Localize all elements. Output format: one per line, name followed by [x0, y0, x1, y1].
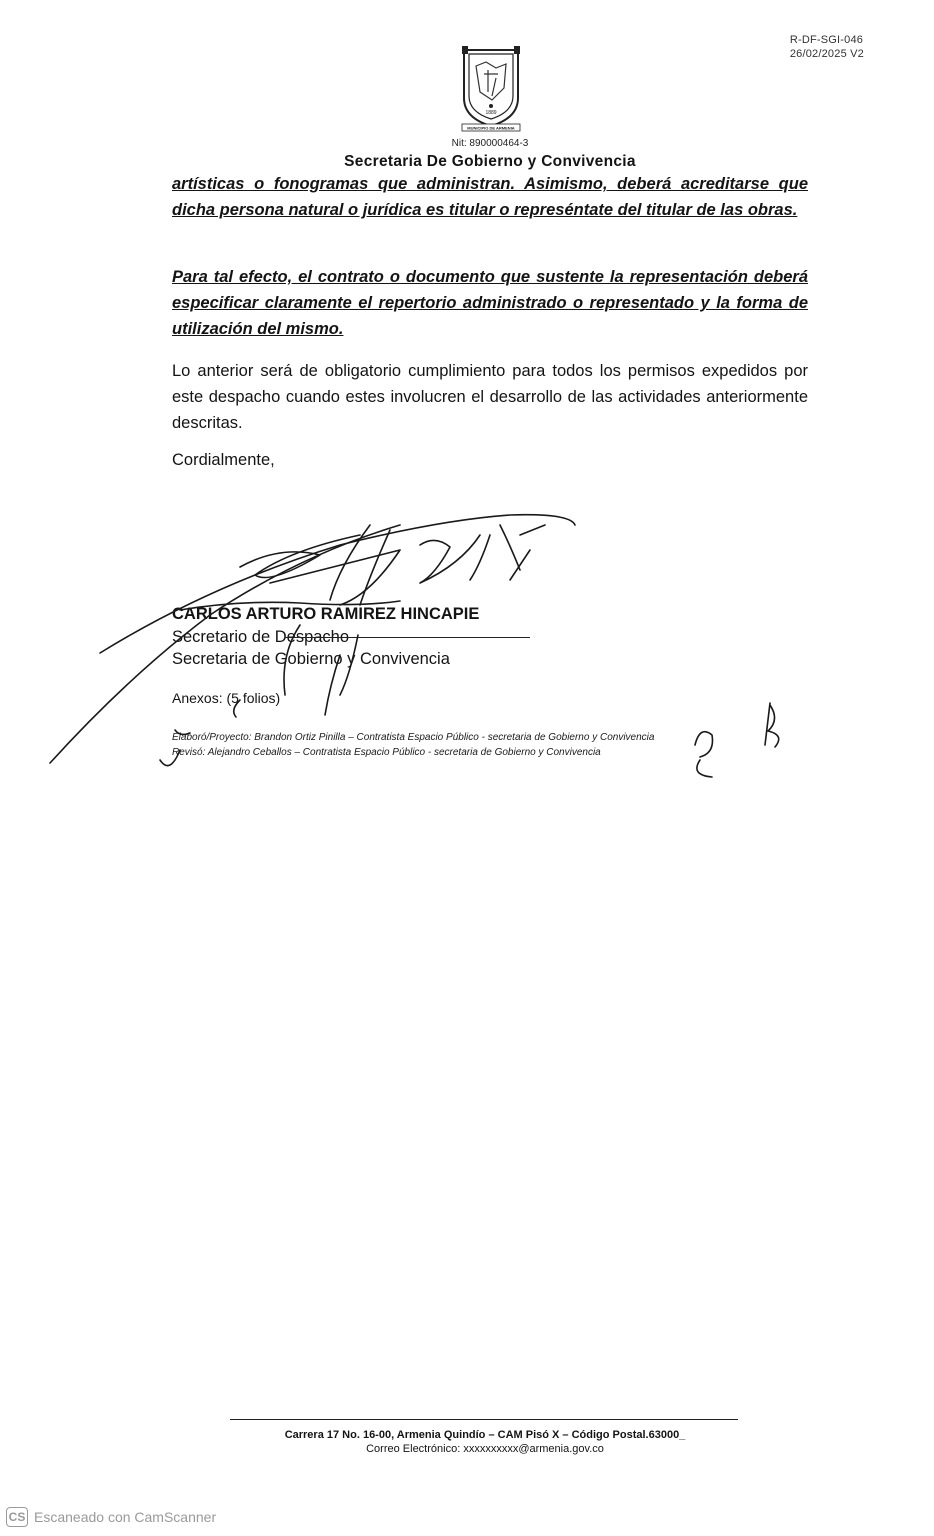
document-code-date: 26/02/2025 V2	[789, 48, 864, 60]
annexes-note: Anexos: (5 folios)	[172, 690, 281, 706]
body-paragraph-1: artísticas o fonogramas que administran. Asimismo, deberá acreditarse que dicha persona natural o jurídica es titular o represéntate del titular de las obras.	[172, 175, 808, 219]
footer-address: Carrera 17 No. 16-00, Armenia Quindío – CAM Pisó X – Código Postal.63000_	[284, 1429, 686, 1441]
footer-email: Correo Electrónico: xxxxxxxxxx@armenia.gov.co	[366, 1443, 604, 1455]
closing-salutation: Cordialmente,	[172, 451, 275, 469]
watermark-text: Escaneado con CamScanner	[34, 1509, 217, 1525]
body-paragraph-2: Para tal efecto, el contrato o documento que sustente la representación deberá especificar claramente el repertorio administrado o representado y la forma de utilización del mismo.	[172, 268, 808, 338]
signer-department: Secretaria de Gobierno y Convivencia	[172, 650, 450, 668]
footer	[0, 1428, 934, 1456]
nit-number: Nit: 890000464-3	[451, 138, 529, 149]
body-paragraph-3: Lo anterior será de obligatorio cumplimiento para todos los permisos expedidos por este despacho cuando estes involucren el desarrollo de las actividades anteriormente descritas.	[172, 362, 808, 432]
document-code-number: R-DF-SGI-046	[789, 34, 864, 46]
handwritten-signature	[40, 505, 780, 795]
camscanner-icon: CS	[6, 1507, 28, 1527]
document-code	[790, 33, 864, 61]
municipal-coat-of-arms-icon	[458, 44, 524, 134]
reviewed-by: Revisó: Alejandro Ceballos – Contratista Espacio Público - secretaria de Gobierno y Convivencia	[172, 747, 601, 758]
scanner-watermark	[6, 1506, 216, 1528]
header-title: Secretaria De Gobierno y Convivencia	[344, 153, 636, 170]
footer-divider	[230, 1419, 738, 1420]
svg-text:MUNICIPIO DE ARMENIA: MUNICIPIO DE ARMENIA	[467, 125, 515, 131]
signer-name: CARLOS ARTURO RAMIREZ HINCAPIE	[172, 605, 480, 623]
prepared-by: Elaboró/Proyecto: Brandon Ortiz Pinilla – Contratista Espacio Público - secretaria de Gobierno y Convivencia	[172, 732, 655, 743]
svg-text:1889: 1889	[485, 110, 497, 116]
signer-role: Secretario de Despacho	[172, 628, 350, 646]
